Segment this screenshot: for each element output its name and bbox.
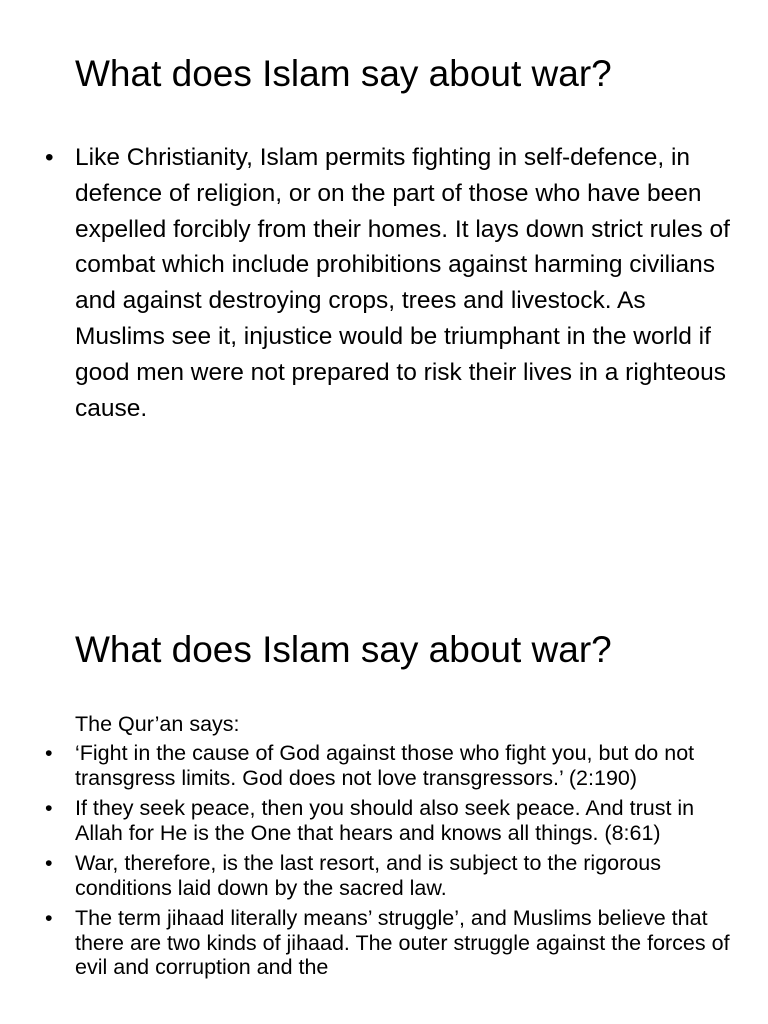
bullet-text: If they seek peace, then you should also seek peace. And trust in Allah for He is the One that hears and knows all things. (8:61) bbox=[75, 796, 695, 845]
bullet-glyph: • bbox=[45, 741, 53, 765]
bullet-text: ‘Fight in the cause of God against those who fight you, but do not transgress limits. God does not love transgressors.’ (2:190) bbox=[75, 741, 695, 790]
bullet-text: The term jihaad literally means’ struggle’, and Muslims believe that there are two kinds of jihaad. The outer struggle against the forces of evil and corruption and the bbox=[75, 906, 730, 979]
bullet-text: War, therefore, is the last resort, and is subject to the rigorous conditions laid down by the sacred law. bbox=[75, 851, 661, 900]
bullet-item bbox=[0, 906, 735, 980]
bullet-glyph: • bbox=[45, 906, 53, 930]
slide-2 bbox=[0, 574, 768, 1024]
bullet-item bbox=[0, 741, 735, 790]
slide-title: What does Islam say about war? bbox=[75, 53, 612, 94]
bullet-glyph: • bbox=[45, 851, 53, 875]
bullet-list bbox=[0, 140, 735, 426]
bullet-list bbox=[0, 741, 735, 986]
bullet-item bbox=[0, 140, 735, 426]
bullet-glyph: • bbox=[45, 144, 54, 171]
bullet-text: Like Christianity, Islam permits fighting in self-defence, in defence of religion, or on the part of those who have been expelled forcibly from their homes. It lays down strict rules of combat which include prohibitions against harming civilians and against destroying crops, trees and livestock. As Muslims see it, injustice would be triumphant in the world if good men were not prepared to risk their lives in a righteous cause. bbox=[75, 144, 730, 422]
bullet-item bbox=[0, 796, 735, 845]
bullet-glyph: • bbox=[45, 796, 53, 820]
slide-title: What does Islam say about war? bbox=[75, 629, 612, 670]
intro-text: The Qur’an says: bbox=[75, 712, 240, 736]
bullet-item bbox=[0, 851, 735, 900]
